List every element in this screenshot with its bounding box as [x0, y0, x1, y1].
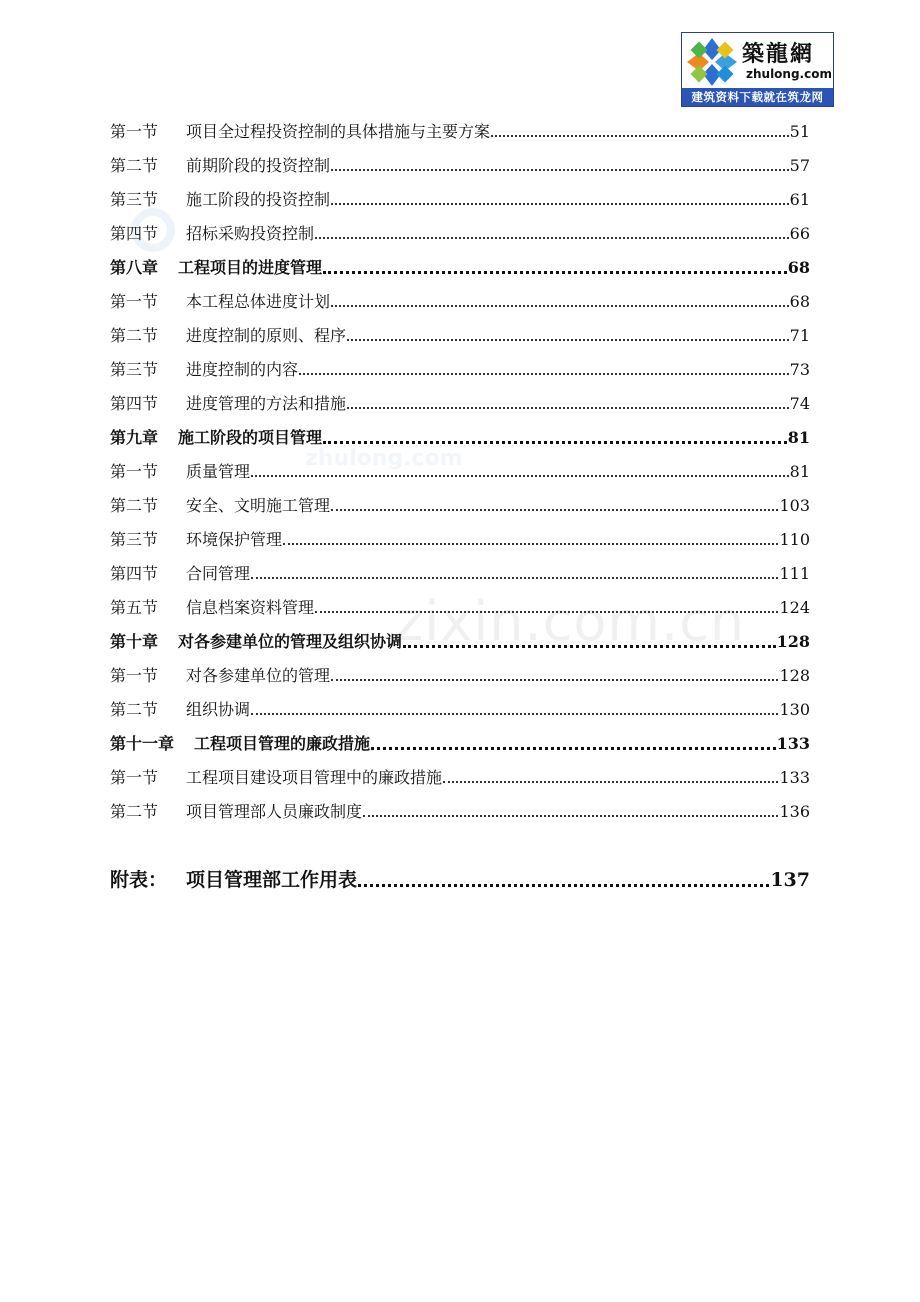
appendix-label: 附表： [110, 869, 168, 891]
toc-page-number: 133 [779, 768, 810, 787]
toc-entry-label: 第十章 [110, 632, 159, 651]
zhulong-watermark: zhulong.com [305, 446, 463, 471]
dot-leader [491, 135, 789, 137]
toc-section-entry[interactable] [110, 392, 810, 416]
toc-page-number: 61 [789, 190, 810, 209]
dot-leader [443, 781, 778, 783]
toc-page-number: 74 [789, 394, 810, 413]
toc-entry-title: 对各参建单位的管理 [186, 666, 331, 685]
logo-chinese-name: 築龍網 [742, 41, 815, 67]
zhulong-logo-icon [685, 36, 739, 88]
toc-section-entry[interactable] [110, 154, 810, 178]
toc-entry-title: 施工阶段的投资控制 [186, 190, 331, 209]
toc-page-number: 110 [779, 530, 810, 549]
appendix-title: 项目管理部工作用表 [186, 869, 358, 891]
dot-leader [251, 475, 789, 477]
toc-section-entry[interactable] [110, 290, 810, 314]
toc-section-entry[interactable] [110, 664, 810, 688]
dot-leader [299, 373, 789, 375]
toc-entry-title: 施工阶段的项目管理 [178, 428, 323, 447]
toc-entry-label: 第一节 [110, 292, 159, 311]
toc-page-number: 68 [787, 258, 810, 277]
toc-entry-title: 信息档案资料管理 [186, 598, 315, 617]
dot-leader [363, 815, 778, 817]
toc-entry-title: 本工程总体进度计划 [186, 292, 331, 311]
toc-page-number: 111 [779, 564, 810, 583]
toc-section-entry[interactable] [110, 596, 810, 620]
zixin-watermark: zixin.com.cn [395, 590, 746, 653]
dot-leader [315, 237, 789, 239]
toc-entry-label: 第三节 [110, 530, 159, 549]
toc-entry-title: 前期阶段的投资控制 [186, 156, 331, 175]
toc-entry-title: 环境保护管理 [186, 530, 283, 549]
toc-entry-title: 组织协调 [186, 700, 251, 719]
toc-appendix-entry[interactable] [110, 866, 810, 894]
toc-page-number: 81 [789, 462, 810, 481]
toc-page-number: 71 [789, 326, 810, 345]
toc-entry-label: 第五节 [110, 598, 159, 617]
toc-chapter-entry[interactable] [110, 630, 810, 654]
dot-leader [323, 441, 787, 444]
toc-entry-label: 第八章 [110, 258, 159, 277]
toc-section-entry[interactable] [110, 222, 810, 246]
toc-entry-label: 第四节 [110, 394, 159, 413]
toc-entry-label: 第三节 [110, 360, 159, 379]
toc-chapter-entry[interactable] [110, 426, 810, 450]
toc-page-number: 133 [776, 734, 810, 753]
toc-entry-title: 进度控制的原则、程序 [186, 326, 347, 345]
appendix-page-number: 137 [770, 869, 810, 891]
toc-entry-label: 第一节 [110, 122, 159, 141]
toc-page-number: 81 [787, 428, 810, 447]
toc-page-number: 128 [776, 632, 810, 651]
toc-entry-title: 合同管理 [186, 564, 251, 583]
dot-leader [358, 884, 769, 887]
toc-section-entry[interactable] [110, 460, 810, 484]
toc-section-entry[interactable] [110, 188, 810, 212]
dot-leader [347, 407, 789, 409]
toc-page-number: 73 [789, 360, 810, 379]
dot-leader [331, 169, 789, 171]
dot-leader [315, 611, 778, 613]
toc-page-number: 128 [779, 666, 810, 685]
toc-page-number: 68 [789, 292, 810, 311]
toc-entry-title: 工程项目建设项目管理中的廉政措施 [186, 768, 443, 787]
logo-domain: zhulong.com [746, 67, 832, 81]
toc-entry-label: 第十一章 [110, 734, 175, 753]
toc-section-entry[interactable] [110, 358, 810, 382]
toc-entry-title: 项目管理部人员廉政制度 [186, 802, 363, 821]
toc-page-number: 103 [779, 496, 810, 515]
toc-entry-title: 项目全过程投资控制的具体措施与主要方案 [186, 122, 491, 141]
toc-entry-title: 进度管理的方法和措施 [186, 394, 347, 413]
dot-leader [251, 577, 778, 579]
dot-leader [251, 713, 778, 715]
toc-page-number: 66 [789, 224, 810, 243]
toc-entry-title: 安全、文明施工管理 [186, 496, 331, 515]
toc-entry-label: 第三节 [110, 190, 159, 209]
toc-entry-label: 第一节 [110, 666, 159, 685]
dot-leader [331, 679, 778, 681]
toc-entry-label: 第四节 [110, 224, 159, 243]
toc-section-entry[interactable] [110, 766, 810, 790]
toc-section-entry[interactable] [110, 562, 810, 586]
toc-section-entry[interactable] [110, 698, 810, 722]
toc-entry-label: 第二节 [110, 156, 159, 175]
toc-entry-label: 第二节 [110, 700, 159, 719]
toc-entry-label: 第四节 [110, 564, 159, 583]
toc-page-number: 130 [779, 700, 810, 719]
toc-page-number: 136 [779, 802, 810, 821]
toc-entry-label: 第二节 [110, 496, 159, 515]
toc-chapter-entry[interactable] [110, 256, 810, 280]
zhulong-logo[interactable] [681, 32, 834, 107]
toc-entry-title: 工程项目管理的廉政措施 [194, 734, 371, 753]
toc-section-entry[interactable] [110, 528, 810, 552]
toc-entry-title: 对各参建单位的管理及组织协调 [178, 632, 403, 651]
dot-leader [403, 645, 776, 648]
toc-entry-label: 第二节 [110, 326, 159, 345]
toc-page-number: 57 [789, 156, 810, 175]
dot-leader [331, 203, 789, 205]
logo-slogan: 建筑资料下载就在筑龙网 [682, 88, 833, 106]
dot-leader [331, 509, 778, 511]
dot-leader [323, 271, 787, 274]
dot-leader [347, 339, 789, 341]
toc-entry-label: 第二节 [110, 802, 159, 821]
toc-entry-label: 第九章 [110, 428, 159, 447]
dot-leader [283, 543, 778, 545]
toc-entry-title: 进度控制的内容 [186, 360, 299, 379]
toc-entry-label: 第一节 [110, 462, 159, 481]
toc-section-entry[interactable] [110, 120, 810, 144]
toc-page-number: 51 [789, 122, 810, 141]
toc-entry-label: 第一节 [110, 768, 159, 787]
toc-section-entry[interactable] [110, 324, 810, 348]
toc-entry-title: 质量管理 [186, 462, 251, 481]
dot-leader [371, 747, 776, 750]
toc-entry-title: 招标采购投资控制 [186, 224, 315, 243]
dot-leader [331, 305, 789, 307]
toc-entry-title: 工程项目的进度管理 [178, 258, 323, 277]
toc-section-entry[interactable] [110, 494, 810, 518]
toc-section-entry[interactable] [110, 800, 810, 824]
toc-chapter-entry[interactable] [110, 732, 810, 756]
toc-page-number: 124 [779, 598, 810, 617]
